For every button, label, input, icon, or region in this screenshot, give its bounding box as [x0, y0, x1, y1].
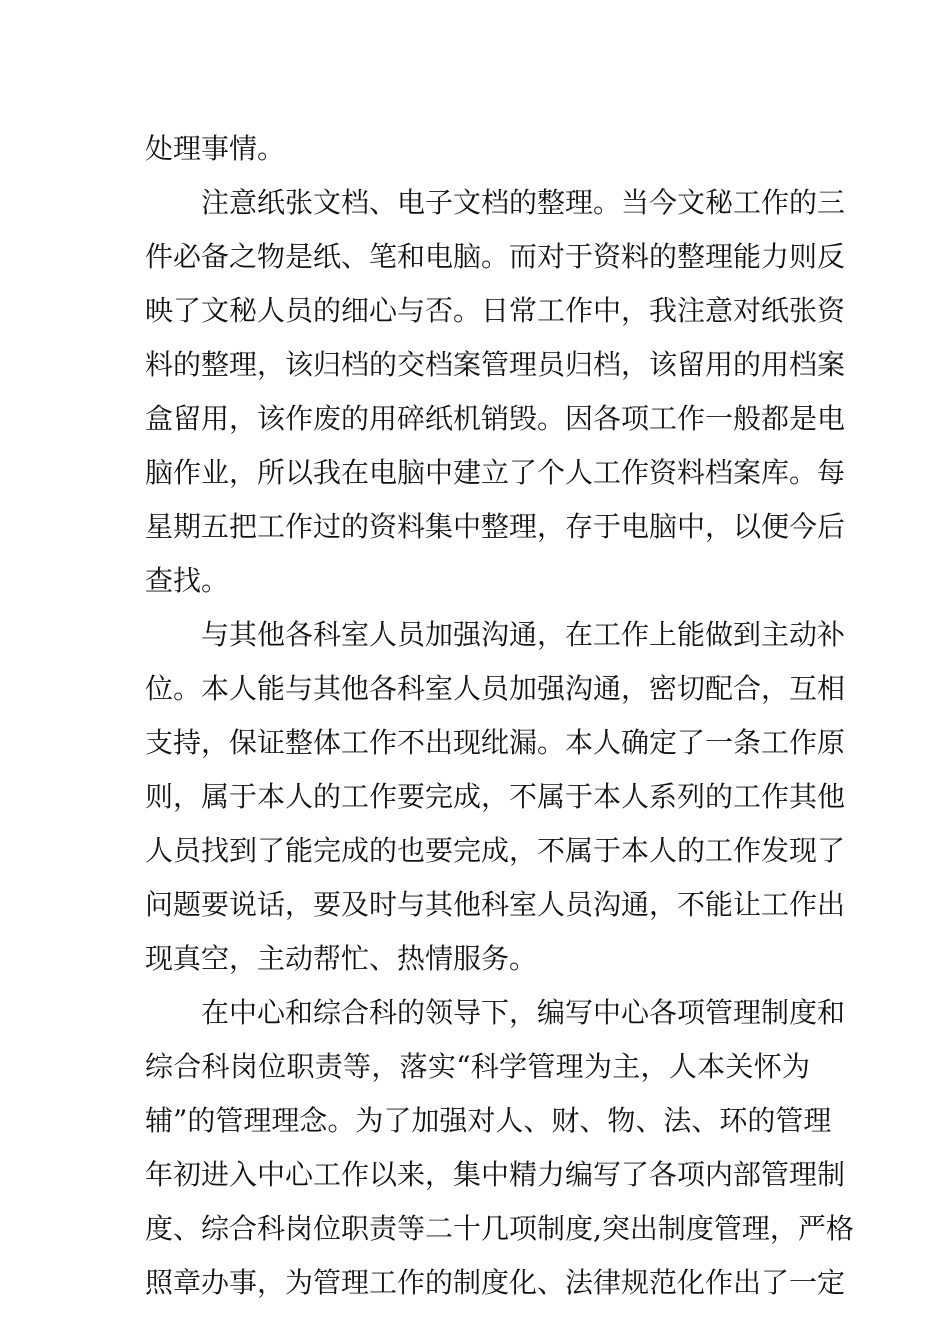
- text-line: 度、综合科岗位职责等二十几项制度,突出制度管理，严格: [145, 1212, 854, 1245]
- document-body: [145, 122, 854, 1310]
- text-line: 则，属于本人的工作要完成，不属于本人系列的工作其他: [145, 780, 846, 813]
- text-line: 料的整理，该归档的交档案管理员归档，该留用的用档案: [145, 348, 846, 381]
- text-line: 脑作业，所以我在电脑中建立了个人工作资料档案库。每: [145, 456, 846, 489]
- text-line: 件必备之物是纸、笔和电脑。而对于资料的整理能力则反: [145, 240, 846, 273]
- text-line: 年初进入中心工作以来，集中精力编写了各项内部管理制: [145, 1158, 846, 1191]
- text-line: 照章办事，为管理工作的制度化、法律规范化作出了一定: [145, 1266, 846, 1299]
- text-line: 处理事情。: [145, 132, 286, 165]
- text-line: 位。本人能与其他各科室人员加强沟通，密切配合，互相: [145, 672, 846, 705]
- text-line: 与其他各科室人员加强沟通，在工作上能做到主动补: [201, 618, 846, 651]
- paragraph-1: [145, 122, 810, 176]
- text-line: 综合科岗位职责等，落实“科学管理为主，人本关怀为: [145, 1050, 810, 1083]
- text-line: 在中心和综合科的领导下，编写中心各项管理制度和: [201, 996, 846, 1029]
- paragraph-2: [145, 176, 846, 608]
- text-line: 现真空，主动帮忙、热情服务。: [145, 942, 538, 975]
- text-line: 映了文秘人员的细心与否。日常工作中，我注意对纸张资: [145, 294, 846, 327]
- text-line: 问题要说话，要及时与其他科室人员沟通，不能让工作出: [145, 888, 846, 921]
- text-line: 注意纸张文档、电子文档的整理。当今文秘工作的三: [201, 186, 846, 219]
- paragraph-3: [145, 608, 846, 986]
- text-line: 辅”的管理理念。为了加强对人、财、物、法、环的管理: [145, 1104, 832, 1137]
- paragraph-4: [145, 986, 854, 1310]
- text-line: 星期五把工作过的资料集中整理，存于电脑中，以便今后: [145, 510, 846, 543]
- text-line: 支持，保证整体工作不出现纰漏。本人确定了一条工作原: [145, 726, 846, 759]
- text-line: 盒留用，该作废的用碎纸机销毁。因各项工作一般都是电: [145, 402, 846, 435]
- text-line: 人员找到了能完成的也要完成，不属于本人的工作发现了: [145, 834, 846, 867]
- text-line: 查找。: [145, 564, 230, 597]
